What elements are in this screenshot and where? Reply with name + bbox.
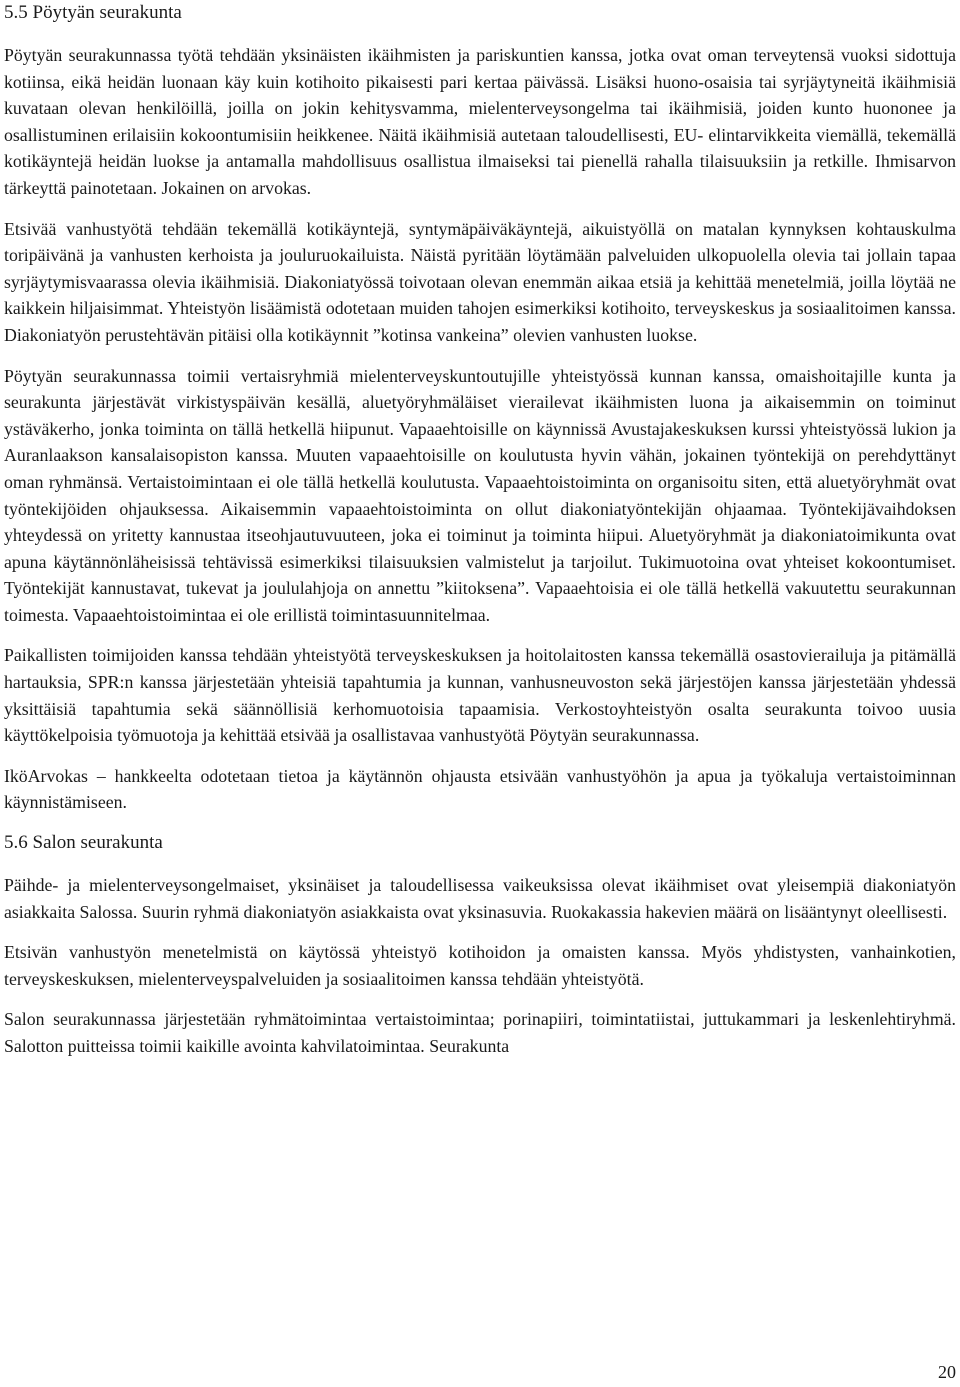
paragraph: Etsivää vanhustyötä tehdään tekemällä kotikäyntejä, syntymäpäiväkäyntejä, aikuistyöllä on matalan kynnyksen kohtauskulma toripäivänä ja vanhusten kerhoista ja jouluruokailuista. Näistä pyritään löytämään palveluiden ulkopuolella olevia tai jollain tapaa syrjäytymisvaarassa olevia ikäihmisiä. Diakoniatyössä toivotaan olevan enemmän aikaa etsiä ja kehittää menetelmiä, joilla löytää ne kaikkein hiljaisimmat. Yhteistyön lisäämistä odotetaan muiden tahojen esimerkiksi kotihoito, terveyskeskus ja sosiaalitoimen kanssa. Diakoniatyön perustehtävän pitäisi olla kotikäynnit ”kotinsa vankeina” olevien vanhusten luokse. (4, 218, 956, 345)
paragraph: Etsivän vanhustyön menetelmistä on käytössä yhteistyö kotihoidon ja omaisten kanssa. Myös yhdistysten, vanhainkotien, terveyskeskuksen, mielenterveyspalveluiden ja sosiaalitoimen kanssa tehdään yhteistyötä. (4, 942, 956, 989)
page-number: 20 (938, 1362, 956, 1382)
paragraph: Paikallisten toimijoiden kanssa tehdään yhteistyötä terveyskeskuksen ja hoitolaitosten kanssa tekemällä osastovierailuja ja pitämällä hartauksia, SPR:n kanssa järjestetään yhteisiä tapahtumia ja kunnan, vanhusneuvoston sekä järjestöjen kanssa järjestetään yhdessä yksittäisiä tapahtumia sekä säännöllisiä kerhomuotoisia tapaamisia. Verkostoyhteistyön osalta seurakunta toivoo uusia käyttökelpoisia työmuotoja ja kehittää etsivää ja osallistavaa vanhustyötä Pöytyän seurakunnassa. (4, 645, 956, 746)
paragraph: Pöytyän seurakunnassa toimii vertaisryhmiä mielenterveyskuntoutujille yhteistyössä kunnan kanssa, omaishoitajille kunta ja seurakunta järjestävät virkistyspäivän kesällä, aluetyöryhmäläiset vierailevat ikäihmisten luona ja aikaisemmin on toiminut ystäväkerho, jonka toiminta on tällä hetkellä hiipunut. Vapaaehtoisille on käynnissä Avustajakeskuksen kurssi yhteistyössä lukion ja Auranlaakson kansalaisopiston kanssa. Muuten vapaaehtoisille on koulutusta hyvin vähän, jokainen työntekijä on perehdyttänyt oman ryhmänsä. Vertaistoimintaan ei ole tällä hetkellä koulutusta. Vapaaehtoistoiminta on organisoitu siten, että aluetyöryhmät ovat työntekijöiden ohjauksessa. Aikaisemmin vapaaehtoistoiminta on ollut diakoniatyöntekijän ohjaamaa. Työntekijävaihdoksen yhteydessä on yritetty kannustaa itseohjautuvuuteen, joka ei toiminut ja toiminta hiipui. Aluetyöryhmät ja diakoniatoimikunta ovat apuna käytännönläheisissä tehtävissä esimerkiksi tilaisuuksien valmistelut ja tarjoilut. Tukimuotoina ovat yhteiset kokoontumiset. Työntekijät kannustavat, tukevat ja joululahjoja on annettu ”kiitoksena”. Vapaaehtoisia ei ole tällä hetkellä vakuutettu seurakunnan toimesta. Vapaaehtoistoimintaa ei ole erillistä toimintasuunnitelmaa. (4, 365, 956, 625)
document-page (4, 0, 956, 1074)
paragraph: IköArvokas – hankkeelta odotetaan tietoa ja käytännön ohjausta etsivään vanhustyöhön ja apua ja työkaluja vertaistoiminnan käynnistämiseen. (4, 765, 956, 813)
section-heading: 5.6 Salon seurakunta (4, 832, 163, 854)
paragraph: Päihde- ja mielenterveysongelmaiset, yksinäiset ja taloudellisessa vaikeuksissa olevat ikäihmiset ovat yleisempiä diakoniatyön asiakkaita Salossa. Suurin ryhmä diakoniatyön asiakkaista ovat yksinasuvia. Ruokakassia hakevien määrä on lisääntynyt oleellisesti. (4, 875, 956, 922)
paragraph: Pöytyän seurakunnassa työtä tehdään yksinäisten ikäihmisten ja pariskuntien kanssa, jotka ovat oman terveytensä vuoksi sidottuja kotiinsa, eikä heidän luonaan käy kuin kotihoito pikaisesti pari kertaa päivässä. Lisäksi huono-osaisia tai syrjäytyneitä ikäihmisiä kuvataan olevan henkilöillä, joilla on jokin kehitysvamma, mielenterveysongelma tai ikäihmisiä, joiden kunto huononee ja osallistuminen erilaisiin kokoontumisiin heikkenee. Näitä ikäihmisiä autetaan taloudellisesti, EU- elintarvikkeita viemällä, tekemällä kotikäyntejä heidän luokse ja antamalla mahdollisuus osallistua ilmaiseksi tai pienellä rahalla tilaisuuksiin ja retkille. Ihmisarvon tärkeyttä painotetaan. Jokainen on arvokas. (4, 45, 956, 198)
paragraph: Salon seurakunnassa järjestetään ryhmätoimintaa vertaistoimintaa; porinapiiri, toimintatiistai, juttukammari ja leskenlehtiryhmä. Salotton puitteissa toimii kaikille avointa kahvilatoimintaa. Seurakunta (4, 1009, 956, 1056)
section-heading: 5.5 Pöytyän seurakunta (4, 2, 182, 23)
